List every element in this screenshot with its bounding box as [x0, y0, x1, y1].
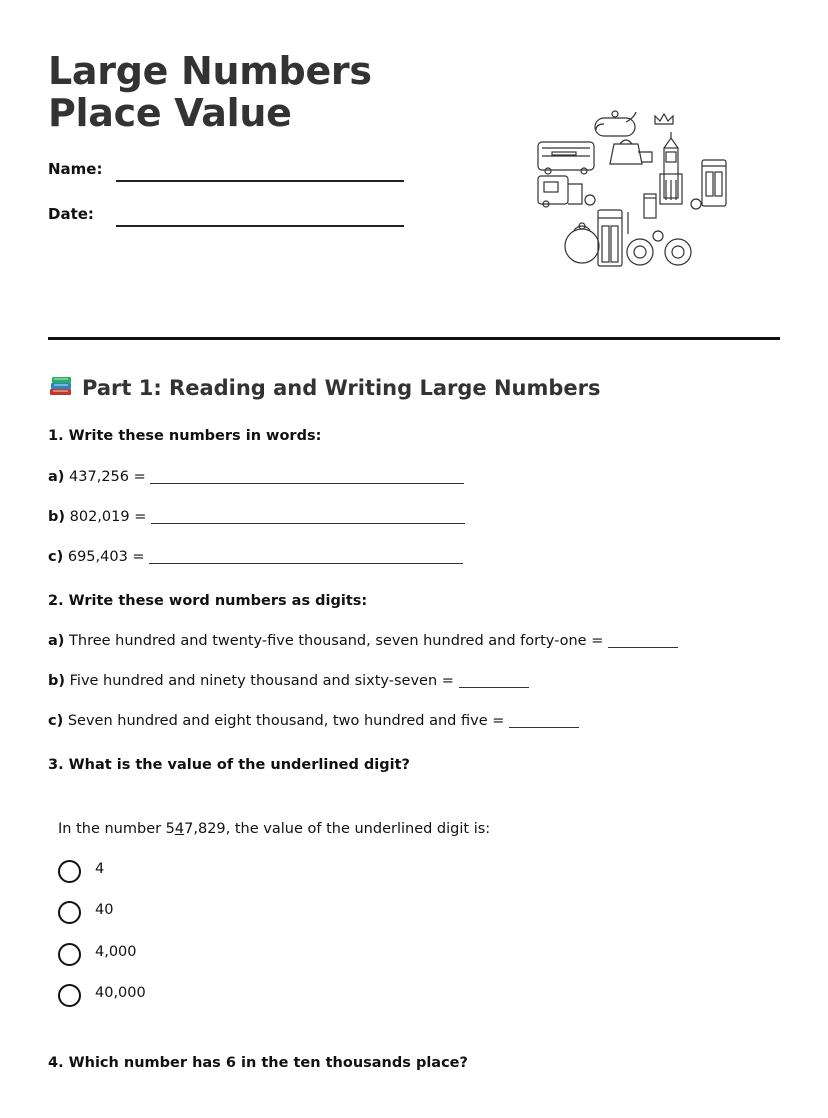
q2-item-c-answer-line[interactable]: [509, 713, 579, 728]
q2-prompt: 2. Write these word numbers as digits:: [48, 593, 368, 609]
q1-item-a-text: 437,256 =: [69, 469, 146, 485]
q1-item-c: [48, 549, 463, 565]
london-landmarks-doodle-icon: [532, 104, 732, 272]
q1-item-c-text: 695,403 =: [67, 549, 145, 565]
q1-item-a-letter: a): [48, 469, 65, 485]
q3-option-1-radio[interactable]: [58, 860, 81, 883]
q2-item-b: [48, 673, 529, 689]
q3-option-2-radio[interactable]: [58, 901, 81, 924]
q3-stem-before: In the number 5: [58, 821, 175, 837]
q3-option-3-label: 4,000: [95, 944, 137, 960]
q1-item-c-letter: c): [48, 549, 64, 565]
q2-item-a-letter: a): [48, 633, 65, 649]
q3-stem-after: 7,829, the value of the underlined digit is:: [184, 821, 491, 837]
date-label: Date:: [48, 205, 94, 223]
q2-item-b-answer-line[interactable]: [459, 673, 529, 688]
books-icon: [48, 374, 74, 398]
q1-item-b-answer-line[interactable]: [151, 509, 465, 524]
q2-item-b-text: Five hundred and ninety thousand and sixty-seven =: [69, 673, 454, 689]
q4-prompt: 4. Which number has 6 in the ten thousands place?: [48, 1055, 468, 1071]
q3-option-4-radio[interactable]: [58, 984, 81, 1007]
q1-item-b-letter: b): [48, 509, 66, 525]
q1-item-a: [48, 469, 464, 485]
q3-option-2-label: 40: [95, 902, 114, 918]
q2-item-a-text: Three hundred and twenty-five thousand, seven hundred and forty-one =: [69, 633, 604, 649]
q1-prompt: 1. Write these numbers in words:: [48, 428, 322, 444]
date-field[interactable]: [116, 225, 404, 227]
q3-option-1-label: 4: [95, 861, 105, 877]
part1-heading: [48, 374, 601, 400]
q3-option-4-label: 40,000: [95, 985, 146, 1001]
q1-item-b: [48, 509, 465, 525]
q2-item-a-answer-line[interactable]: [608, 633, 678, 648]
q2-item-a: [48, 633, 678, 649]
name-label: Name:: [48, 160, 103, 178]
page-title: Large Numbers Place Value: [48, 49, 372, 135]
q2-item-c-text: Seven hundred and eight thousand, two hundred and five =: [67, 713, 505, 729]
part1-title: Part 1: Reading and Writing Large Numbers: [82, 376, 601, 400]
q3-option-3-radio[interactable]: [58, 943, 81, 966]
q2-item-c-letter: c): [48, 713, 64, 729]
section-divider: [48, 337, 780, 340]
q1-item-a-answer-line[interactable]: [150, 469, 464, 484]
name-field[interactable]: [116, 180, 404, 182]
q3-prompt: 3. What is the value of the underlined digit?: [48, 757, 410, 773]
q3-stem: [58, 821, 490, 837]
q3-underlined-digit: 4: [174, 821, 185, 837]
q2-item-c: [48, 713, 579, 729]
q1-item-c-answer-line[interactable]: [149, 549, 463, 564]
q1-item-b-text: 802,019 =: [69, 509, 147, 525]
q2-item-b-letter: b): [48, 673, 66, 689]
